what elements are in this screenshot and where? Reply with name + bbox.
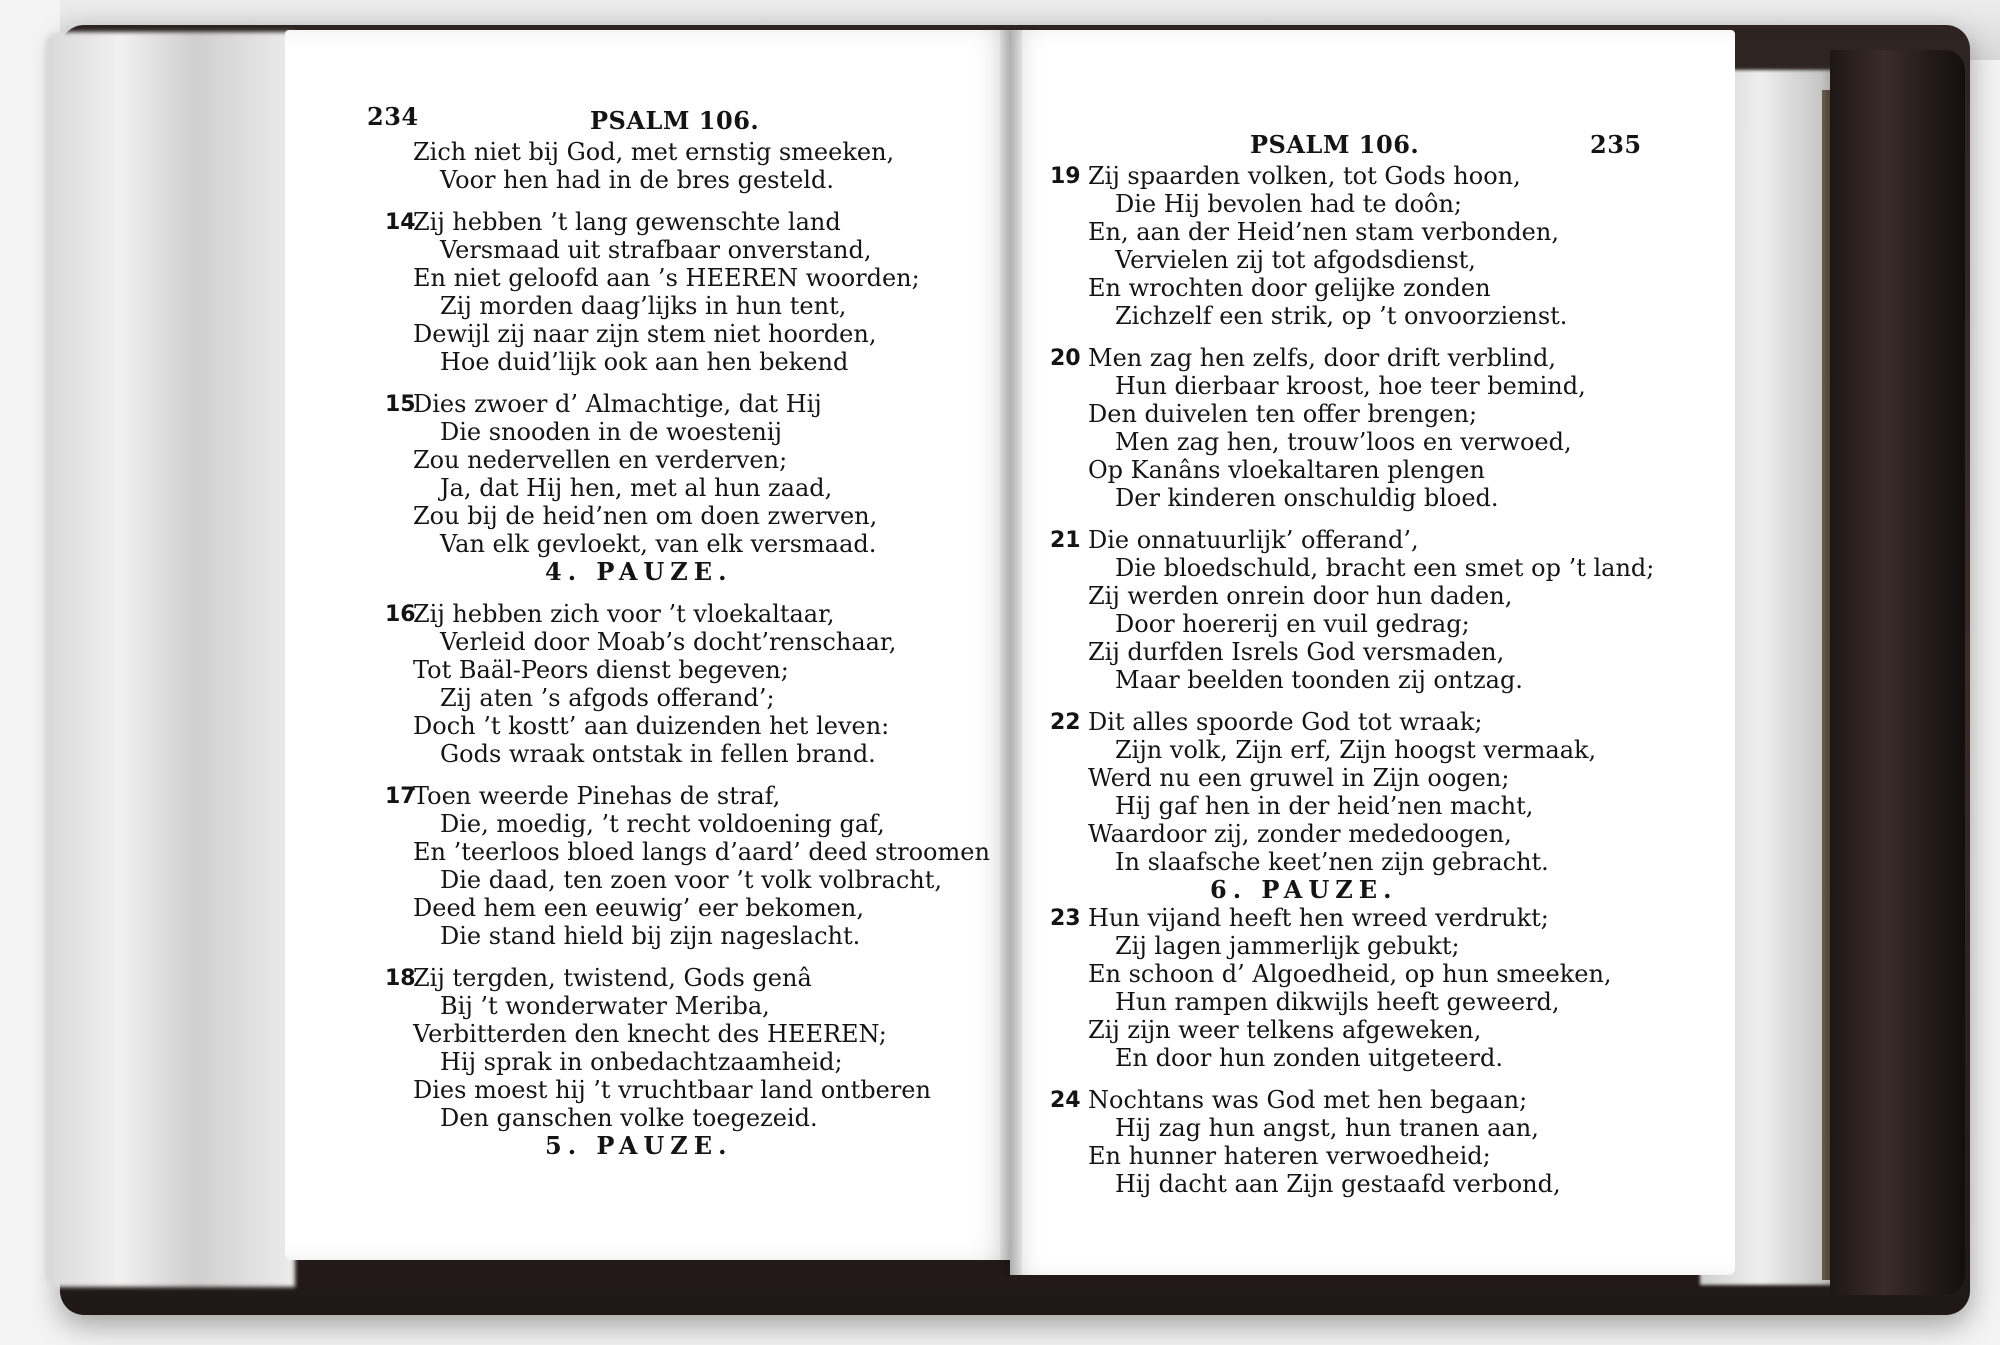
verse-line <box>1010 526 1735 554</box>
verse-text: Ja, dat Hij hen, met al hun zaad, <box>440 474 833 502</box>
verse-line <box>1010 988 1735 1016</box>
verse-line <box>285 348 1010 376</box>
verse-text: Van elk gevloekt, van elk versmaad. <box>440 530 877 558</box>
verse-text: Maar beelden toonden zij ontzag. <box>1115 666 1523 694</box>
verse-line <box>1010 848 1735 876</box>
left-page <box>285 30 1010 1260</box>
verse-gap <box>1010 512 1735 526</box>
verse-text: Zij aten ’s afgods offerand’; <box>440 684 775 712</box>
verse-line <box>1010 1114 1735 1142</box>
verse-line <box>1010 484 1735 512</box>
verse-line <box>1010 302 1735 330</box>
verse-line <box>1010 666 1735 694</box>
verse-text: Zou nedervellen en verderven; <box>413 446 788 474</box>
verse-line <box>285 1104 1010 1132</box>
verse-line <box>285 264 1010 292</box>
verse-text: Der kinderen onschuldig bloed. <box>1115 484 1499 512</box>
verse-number: 14 <box>385 210 416 235</box>
verse-text: Voor hen had in de bres gesteld. <box>440 166 834 194</box>
verse-line <box>285 600 1010 628</box>
verse-gap <box>1010 330 1735 344</box>
verse-text: Bij ’t wonderwater Meriba, <box>440 992 770 1020</box>
page-title: PSALM 106. <box>1250 130 1420 159</box>
verse-text: Tot Baäl-Peors dienst begeven; <box>413 656 789 684</box>
verse-text: In slaafsche keet’nen zijn gebracht. <box>1115 848 1549 876</box>
verse-line <box>1010 372 1735 400</box>
running-head-right <box>1010 126 1735 162</box>
verse-line <box>285 138 1010 166</box>
verse-text: Men zag hen zelfs, door drift verblind, <box>1088 344 1556 372</box>
verse-text: Den duivelen ten offer brengen; <box>1088 400 1478 428</box>
verse-gap <box>1010 1072 1735 1086</box>
psalm-text <box>285 138 1010 1160</box>
verse-text: Dies moest hij ’t vruchtbaar land ontberen <box>413 1076 931 1104</box>
pause-label: 6. PAUZE. <box>1210 875 1398 904</box>
verse-text: Die Hij bevolen had te doôn; <box>1115 190 1463 218</box>
verse-gap <box>285 586 1010 600</box>
verse-text: Nochtans was God met hen begaan; <box>1088 1086 1528 1114</box>
verse-text: Zich niet bij God, met ernstig smeeken, <box>413 138 895 166</box>
verse-text: Verbitterden den knecht des HEEREN; <box>413 1020 887 1048</box>
verse-text: Doch ’t kostt’ aan duizenden het leven: <box>413 712 890 740</box>
verse-number: 24 <box>1050 1088 1081 1113</box>
verse-text: Hoe duid’lijk ook aan hen bekend <box>440 348 849 376</box>
verse-line <box>1010 904 1735 932</box>
verse-line <box>285 838 1010 866</box>
verse-number: 21 <box>1050 528 1081 553</box>
verse-text: Toen weerde Pinehas de straf, <box>413 782 781 810</box>
verse-text: En door hun zonden uitgeteerd. <box>1115 1044 1504 1072</box>
psalm-text <box>1010 162 1735 1198</box>
verse-line <box>285 684 1010 712</box>
verse-text: Zichzelf een strik, op ’t onvoorzienst. <box>1115 302 1568 330</box>
verse-text: Hij zag hun angst, hun tranen aan, <box>1115 1114 1539 1142</box>
verse-line <box>285 782 1010 810</box>
verse-line <box>285 530 1010 558</box>
verse-text: Zij zijn weer telkens afgeweken, <box>1088 1016 1482 1044</box>
verse-text: Hij dacht aan Zijn gestaafd verbond, <box>1115 1170 1561 1198</box>
verse-line <box>285 922 1010 950</box>
verse-text: Zij spaarden volken, tot Gods hoon, <box>1088 162 1521 190</box>
verse-text: Werd nu een gruwel in Zijn oogen; <box>1088 764 1510 792</box>
verse-text: Dies zwoer d’ Almachtige, dat Hij <box>413 390 822 418</box>
verse-line <box>285 992 1010 1020</box>
verse-gap <box>285 194 1010 208</box>
verse-line <box>1010 932 1735 960</box>
verse-line <box>1010 820 1735 848</box>
page-edges-left <box>45 32 295 1287</box>
right-page <box>1010 30 1735 1275</box>
verse-line <box>1010 344 1735 372</box>
verse-text: En niet geloofd aan ’s HEEREN woorden; <box>413 264 920 292</box>
verse-line <box>285 866 1010 894</box>
verse-line <box>1010 400 1735 428</box>
verse-line <box>1010 1170 1735 1198</box>
verse-line <box>1010 554 1735 582</box>
verse-text: Versmaad uit strafbaar onverstand, <box>440 236 872 264</box>
verse-text: Zij morden daag’lijks in hun tent, <box>440 292 847 320</box>
verse-line <box>1010 708 1735 736</box>
verse-line <box>1010 1086 1735 1114</box>
verse-text: Men zag hen, trouw’loos en verwoed, <box>1115 428 1572 456</box>
verse-line <box>285 712 1010 740</box>
verse-number: 18 <box>385 966 416 991</box>
pause-label: 4. PAUZE. <box>545 557 733 586</box>
verse-line <box>1010 764 1735 792</box>
verse-line <box>285 446 1010 474</box>
page-title: PSALM 106. <box>590 106 760 135</box>
verse-text: Zij hebben ’t lang gewenschte land <box>413 208 841 236</box>
page-number: 234 <box>367 102 419 131</box>
pause-label: 5. PAUZE. <box>545 1131 733 1160</box>
verse-line <box>1010 428 1735 456</box>
verse-line <box>285 166 1010 194</box>
verse-text: Die stand hield bij zijn nageslacht. <box>440 922 861 950</box>
verse-gap <box>285 950 1010 964</box>
verse-line <box>1010 1142 1735 1170</box>
verse-text: Zij werden onrein door hun daden, <box>1088 582 1513 610</box>
verse-text: Die bloedschuld, bracht een smet op ’t land; <box>1115 554 1655 582</box>
verse-line <box>1010 960 1735 988</box>
verse-text: Zijn volk, Zijn erf, Zijn hoogst vermaak, <box>1115 736 1597 764</box>
verse-text: Die snooden in de woestenij <box>440 418 782 446</box>
verse-text: Door hoererij en vuil gedrag; <box>1115 610 1470 638</box>
verse-number: 16 <box>385 602 416 627</box>
verse-line <box>1010 1044 1735 1072</box>
verse-text: Zou bij de heid’nen om doen zwerven, <box>413 502 878 530</box>
verse-line <box>1010 638 1735 666</box>
verse-text: Die, moedig, ’t recht voldoening gaf, <box>440 810 885 838</box>
verse-text: Waardoor zij, zonder mededoogen, <box>1088 820 1512 848</box>
verse-text: En schoon d’ Algoedheid, op hun smeeken, <box>1088 960 1612 988</box>
verse-text: Verleid door Moab’s docht’renschaar, <box>440 628 897 656</box>
verse-line <box>1010 190 1735 218</box>
verse-line <box>285 628 1010 656</box>
pause-heading <box>285 558 1010 586</box>
verse-text: Dit alles spoorde God tot wraak; <box>1088 708 1483 736</box>
verse-number: 22 <box>1050 710 1081 735</box>
verse-line <box>285 964 1010 992</box>
verse-gap <box>1010 694 1735 708</box>
verse-text: Hun dierbaar kroost, hoe teer bemind, <box>1115 372 1586 400</box>
verse-text: Die onnatuurlijk’ offerand’, <box>1088 526 1419 554</box>
verse-line <box>285 656 1010 684</box>
verse-line <box>1010 456 1735 484</box>
verse-text: En hunner hateren verwoedheid; <box>1088 1142 1491 1170</box>
verse-line <box>1010 1016 1735 1044</box>
verse-text: Zij hebben zich voor ’t vloekaltaar, <box>413 600 835 628</box>
verse-line <box>1010 218 1735 246</box>
verse-text: En wrochten door gelijke zonden <box>1088 274 1491 302</box>
verse-line <box>285 1020 1010 1048</box>
verse-line <box>285 474 1010 502</box>
verse-line <box>285 418 1010 446</box>
verse-text: Gods wraak ontstak in fellen brand. <box>440 740 876 768</box>
verse-number: 20 <box>1050 346 1081 371</box>
verse-text: Zij tergden, twistend, Gods genâ <box>413 964 812 992</box>
verse-gap <box>285 376 1010 390</box>
verse-text: Hun vijand heeft hen wreed verdrukt; <box>1088 904 1549 932</box>
verse-number: 23 <box>1050 906 1081 931</box>
verse-line <box>285 292 1010 320</box>
verse-line <box>285 894 1010 922</box>
verse-line <box>1010 274 1735 302</box>
verse-text: En ’teerloos bloed langs d’aard’ deed stroomen <box>413 838 990 866</box>
verse-line <box>285 740 1010 768</box>
verse-gap <box>285 768 1010 782</box>
pause-heading <box>1010 876 1735 904</box>
verse-line <box>285 236 1010 264</box>
verse-text: Dewijl zij naar zijn stem niet hoorden, <box>413 320 877 348</box>
verse-text: Op Kanâns vloekaltaren plengen <box>1088 456 1485 484</box>
verse-text: Vervielen zij tot afgodsdienst, <box>1115 246 1476 274</box>
verse-line <box>1010 736 1735 764</box>
verse-line <box>1010 162 1735 190</box>
verse-number: 19 <box>1050 164 1081 189</box>
verse-text: Zij lagen jammerlijk gebukt; <box>1115 932 1460 960</box>
verse-line <box>1010 610 1735 638</box>
verse-line <box>285 390 1010 418</box>
verse-line <box>1010 792 1735 820</box>
verse-number: 15 <box>385 392 416 417</box>
verse-line <box>285 208 1010 236</box>
verse-line <box>285 502 1010 530</box>
verse-text: Den ganschen volke toegezeid. <box>440 1104 818 1132</box>
page-number: 235 <box>1590 130 1642 159</box>
book-gutter <box>1000 30 1022 1275</box>
verse-number: 17 <box>385 784 416 809</box>
running-head-left <box>285 102 1010 138</box>
verse-line <box>285 1048 1010 1076</box>
verse-text: Hij gaf hen in der heid’nen macht, <box>1115 792 1534 820</box>
verse-text: Hun rampen dikwijls heeft geweerd, <box>1115 988 1560 1016</box>
verse-text: Die daad, ten zoen voor ’t volk volbracht, <box>440 866 942 894</box>
verse-text: En, aan der Heid’nen stam verbonden, <box>1088 218 1559 246</box>
pause-heading <box>285 1132 1010 1160</box>
book-cover-right <box>1830 50 1965 1295</box>
verse-line <box>285 320 1010 348</box>
verse-line <box>285 810 1010 838</box>
verse-line <box>1010 582 1735 610</box>
verse-line <box>1010 246 1735 274</box>
verse-line <box>285 1076 1010 1104</box>
verse-text: Hij sprak in onbedachtzaamheid; <box>440 1048 843 1076</box>
verse-text: Zij durfden Isrels God versmaden, <box>1088 638 1505 666</box>
verse-text: Deed hem een eeuwig’ eer bekomen, <box>413 894 864 922</box>
